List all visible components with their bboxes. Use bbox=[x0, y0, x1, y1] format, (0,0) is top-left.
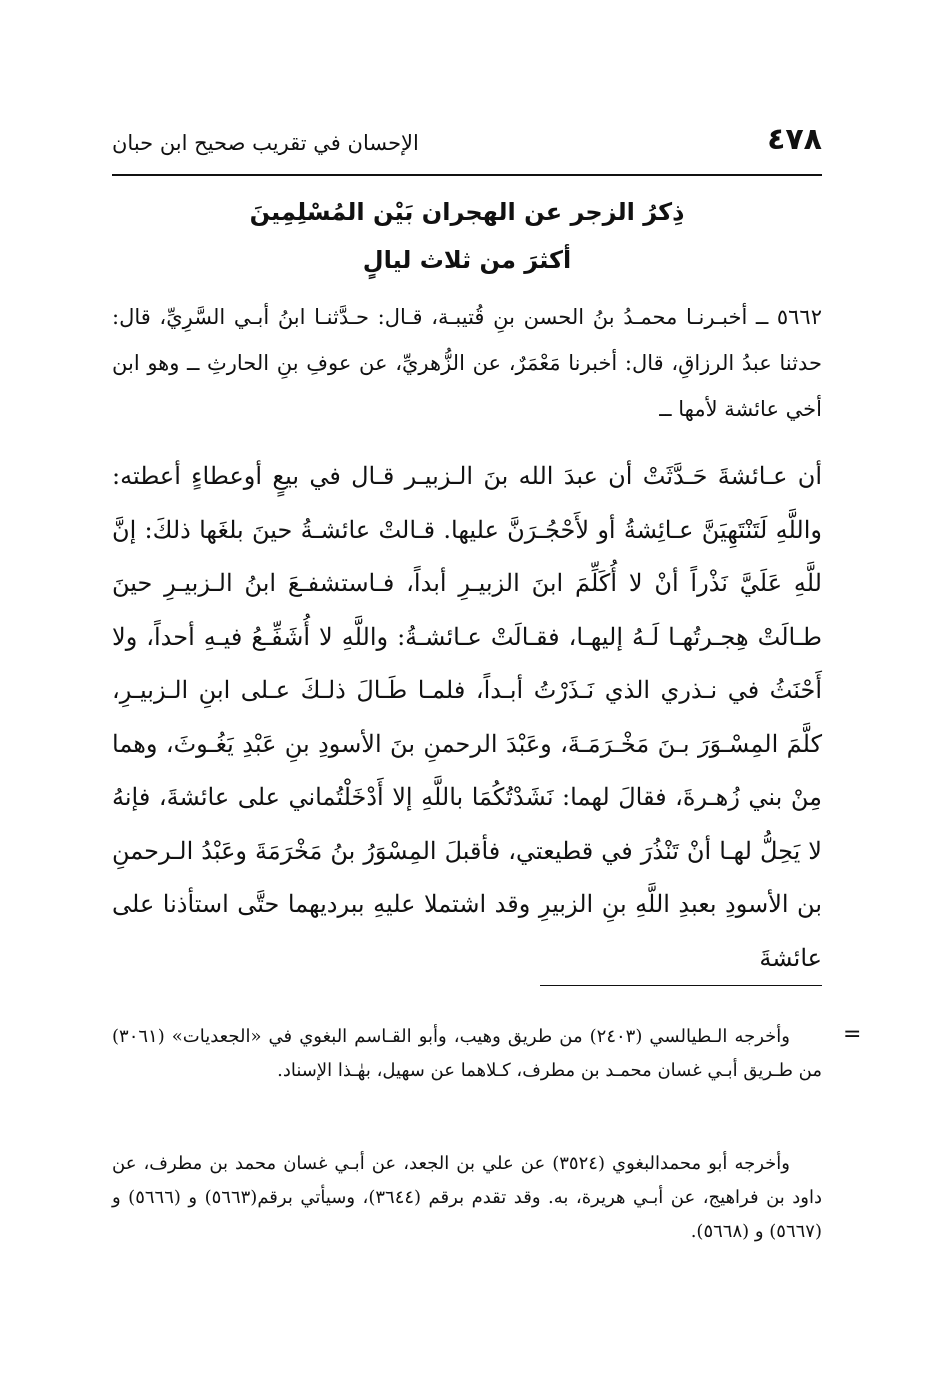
hadith-matn: أن عـائشةَ حَـدَّثَتْ أن عبدَ الله بنَ الـزبيـر قـال في بيعٍ أوعطاءٍ أعطته: واللَّهِ لَتَنْتَهِيَنَّ عـائِشةُ أو لأَحْجُـرَنَّ عليها. قـالتْ عائشـةُ حينَ بلغَها ذلكَ: إنَّ للَّهِ عَلَيَّ نَذْراً أنْ لا أُكَلِّمَ ابنَ الزبيـرِ أبداً، فـاستشفـعَ ابنُ الـزبيـرِ حينَ طـالَتْ هِجـرتُهـا لَـهُ إليهـا، فقـالَتْ عـائشـةُ: واللَّهِ لا أُشَفِّـعُ فيـهِ أحداً، ولا أَحْنَثُ في نـذري الذي نَـذَرْتُ أبـداً، فلمـا طَـالَ ذلـكَ عـلى ابنِ الـزبيـرِ، كلَّمَ المِسْـوَرَ بـنَ مَخْـرَمَـةَ، وعَبْدَ الرحمنِ بنَ الأسودِ بنِ عَبْدِ يَغُـوثَ، وهما مِنْ بني زُهـرةَ، فقالَ لهما: نَشَدْتُكُمَا باللَّهِ إلا أَدْخَلْتُماني على عائشةَ، فإنهُ لا يَحِلُّ لهـا أنْ تَنْذُرَ في قطيعتي، فأقبلَ المِسْوَرُ بنُ مَخْرَمَةَ وعَبْدُ الـرحمنِ بن الأسودِ بعبدِ اللَّهِ بنِ الزبيرِ وقد اشتملا عليهِ ببرديهما حتَّى استأذنا على عائشةَ bbox=[112, 462, 823, 972]
footnote-paragraph-2: وأخرجه أبو محمدالبغوي (٣٥٢٤) عن علي بن الجعد، عن أبـي غسان محمد بن مطرف، عن داود بن فراهيج، عن أبـي هريرة، به. وقد تقدم برقم (٣٦٤٤)، وسيأتي برقم(٥٦٦٣) و (٥٦٦٦) و (٥٦٦٧) و (٥٦٦٨). bbox=[112, 1153, 823, 1242]
footnote-divider bbox=[540, 985, 822, 986]
running-title: الإحسان في تقريب صحيح ابن حبان bbox=[112, 131, 419, 155]
header-divider bbox=[112, 174, 822, 176]
chapter-heading-line-1: ذِكرُ الزجر عن الهجران بَيْن المُسْلِمِينَ bbox=[249, 198, 685, 226]
chapter-heading-line-2: أكثرَ من ثلاث ليالٍ bbox=[362, 246, 572, 274]
page-number: ٤٧٨ bbox=[767, 122, 822, 157]
page-header bbox=[112, 118, 822, 168]
footnote-paragraph-1: وأخرجه الـطيالسي (٢٤٠٣) من طريق وهيب، وأبو القـاسم البغوي في «الجعديات» (٣٠٦١) من طـريق أبـي غسان محمـد بن مطرف، كـلاهما عن سهيل، بهٰـذا الإسناد. bbox=[112, 1026, 822, 1081]
hadith-isnad: ٥٦٦٢ ــ أخبـرنـا محمـدُ بنُ الحسن بنِ قُتيبـة، قـال: حـدَّثنـا ابنُ أبـي السَّرِيِّ، قال: حدثنا عبدُ الرزاقِ، قال: أخبرنا مَعْمَرٌ، عن الزُّهريِّ، عن عوفِ بنِ الحارثِ ــ وهو ابن أخي عائشة لأمها ــ bbox=[112, 305, 822, 421]
footnote-continuation-mark: = bbox=[843, 1022, 862, 1047]
